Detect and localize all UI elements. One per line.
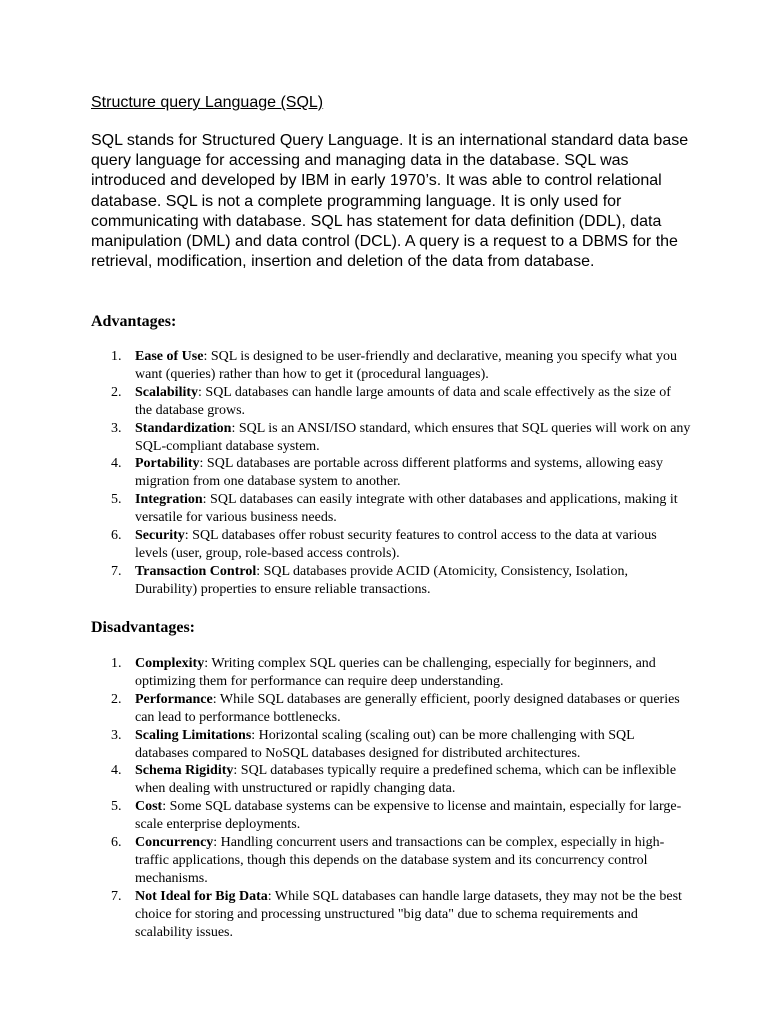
item-number: 6. xyxy=(111,528,122,544)
item-number: 3. xyxy=(111,727,122,743)
item-number: 4. xyxy=(111,456,122,472)
item-term: Not Ideal for Big Data xyxy=(135,888,268,904)
item-term: Security xyxy=(135,528,185,544)
item-text: : While SQL databases are generally efficient, poorly designed databases or queries can lead to performance bottlenecks. xyxy=(135,691,680,725)
list-item xyxy=(91,655,691,691)
item-term: Complexity xyxy=(135,656,205,671)
item-text: : SQL is an ANSI/ISO standard, which ensures that SQL queries will work on any SQL-compliant database system. xyxy=(135,420,691,454)
list-item xyxy=(91,527,691,563)
item-term: Integration xyxy=(135,492,203,508)
item-number: 7. xyxy=(111,888,122,904)
document-title: Structure query Language (SQL) xyxy=(91,94,324,111)
item-text: : While SQL databases can handle large datasets, they may not be the best choice for storing and processing unstructured "big data" due to schema requirements and scalability issues. xyxy=(135,888,682,940)
item-number: 2. xyxy=(111,691,122,707)
item-term: Scalability xyxy=(135,384,199,400)
advantages-list xyxy=(91,348,691,599)
disadvantages-list xyxy=(91,655,691,942)
list-item xyxy=(91,727,691,763)
item-text: : SQL databases can handle large amounts of data and scale effectively as the size of the database grows. xyxy=(135,384,671,418)
item-text: : SQL is designed to be user-friendly and declarative, meaning you specify what you want (queries) rather than how to get it (procedural languages). xyxy=(135,349,677,382)
list-item xyxy=(91,563,691,599)
list-item xyxy=(91,455,691,491)
item-number: 6. xyxy=(111,835,122,851)
list-item xyxy=(91,691,691,727)
item-number: 1. xyxy=(111,349,122,364)
item-term: Schema Rigidity xyxy=(135,763,234,779)
item-term: Ease of Use xyxy=(135,349,204,364)
list-item xyxy=(91,762,691,798)
list-item xyxy=(91,348,691,384)
list-item xyxy=(91,491,691,527)
item-number: 2. xyxy=(111,384,122,400)
item-text: : SQL databases can easily integrate with other databases and applications, making it versatile for various business needs. xyxy=(135,492,678,526)
advantages-heading: Advantages: xyxy=(91,313,177,330)
item-term: Cost xyxy=(135,799,163,815)
item-text: : SQL databases are portable across different platforms and systems, allowing easy migration from one database system to another. xyxy=(135,456,663,490)
item-term: Performance xyxy=(135,691,213,707)
item-number: 4. xyxy=(111,763,122,779)
item-number: 5. xyxy=(111,799,122,815)
item-number: 1. xyxy=(111,656,122,671)
list-item xyxy=(91,420,691,456)
item-text: : Writing complex SQL queries can be challenging, especially for beginners, and optimizing them for performance can require deep understanding. xyxy=(135,656,656,689)
item-number: 5. xyxy=(111,492,122,508)
intro-paragraph: SQL stands for Structured Query Language. It is an international standard data base query language for accessing and managing data in the database. SQL was introduced and developed by IBM in early 1970’s. It was able to control relational database. SQL is not a complete programming language. It is only used for communicating with database. SQL has statement for data definition (DDL), data manipulation (DML) and data control (DCL). A query is a request to a DBMS for the retrieval, modification, insertion and deletion of the data from database. xyxy=(91,132,689,271)
item-text: : SQL databases typically require a predefined schema, which can be inflexible when dealing with unstructured or rapidly changing data. xyxy=(135,763,677,797)
item-term: Portability xyxy=(135,456,200,472)
item-text: : Horizontal scaling (scaling out) can be more challenging with SQL databases compared to NoSQL databases designed for distributed architectures. xyxy=(135,727,635,761)
list-item xyxy=(91,834,691,888)
item-number: 7. xyxy=(111,563,122,579)
item-text: : SQL databases provide ACID (Atomicity, Consistency, Isolation, Durability) properties to ensure reliable transactions. xyxy=(135,563,628,597)
item-term: Transaction Control xyxy=(135,563,257,579)
item-number: 3. xyxy=(111,420,122,436)
item-term: Scaling Limitations xyxy=(135,727,252,743)
item-text: : SQL databases offer robust security features to control access to the data at various levels (user, group, role-based access controls). xyxy=(135,528,657,561)
list-item xyxy=(91,384,691,420)
item-term: Standardization xyxy=(135,420,232,436)
disadvantages-heading: Disadvantages: xyxy=(91,619,196,636)
list-item xyxy=(91,798,691,834)
item-text: : Handling concurrent users and transactions can be complex, especially in high-traffic applications, though this depends on the database system and its concurrency control mechanisms. xyxy=(135,835,665,886)
item-term: Concurrency xyxy=(135,835,214,851)
item-text: : Some SQL database systems can be expensive to license and maintain, especially for large-scale enterprise deployments. xyxy=(135,799,682,833)
list-item xyxy=(91,888,691,942)
